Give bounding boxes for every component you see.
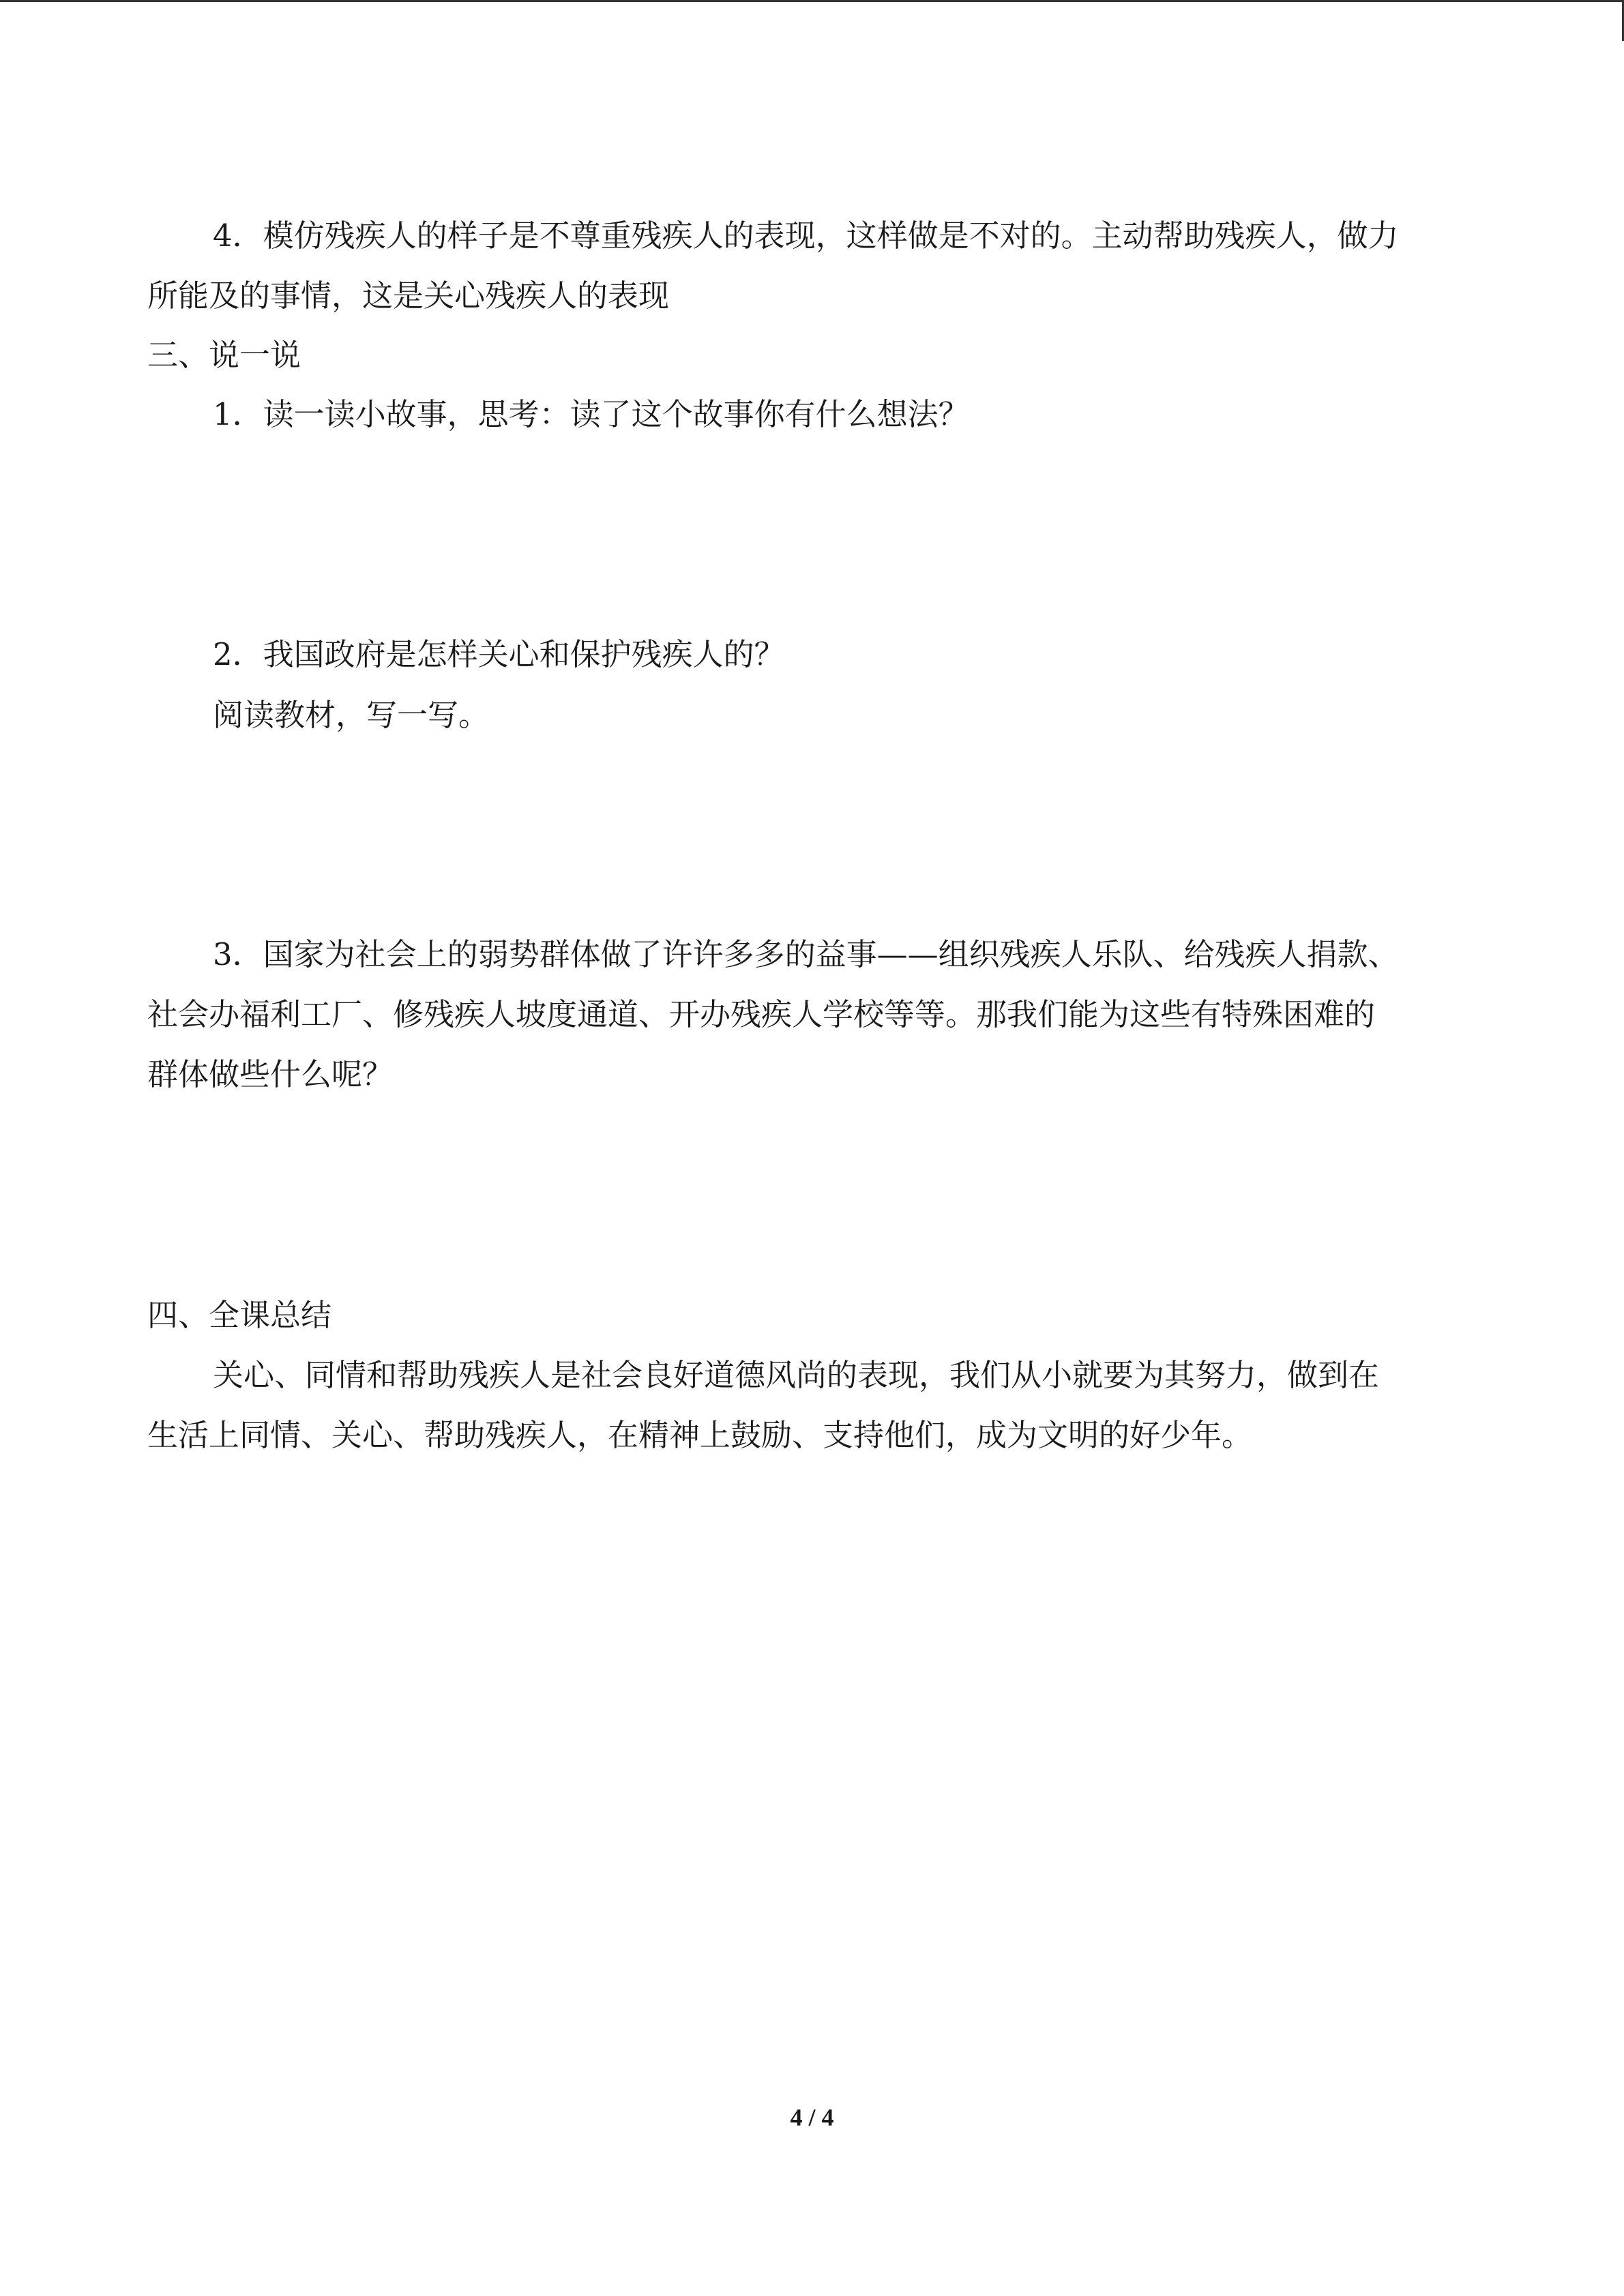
page-top-border: [0, 0, 1624, 2]
section-3-item-1: 1．读一读小故事，思考：读了这个故事你有什么想法？: [213, 396, 969, 432]
section-3-item-3-line-2: 社会办福利工厂、修残疾人坡度通道、开办残疾人学校等等。那我们能为这些有特殊困难的: [147, 996, 1376, 1032]
section-3-item-3-line-1: 3．国家为社会上的弱势群体做了许许多多的益事——组织残疾人乐队、给残疾人捐款、: [213, 936, 1399, 972]
section-4-line-1: 关心、同情和帮助残疾人是社会良好道德风尚的表现，我们从小就要为其努力，做到在: [213, 1357, 1380, 1393]
section-4-heading: 四、全课总结: [147, 1297, 332, 1333]
q4-line-1: 4．模仿残疾人的样子是不尊重残疾人的表现，这样做是不对的。主动帮助残疾人，做力: [213, 218, 1399, 254]
section-3-item-2: 2．我国政府是怎样关心和保护残疾人的？: [213, 636, 785, 672]
section-3-item-3-line-3: 群体做些什么呢？: [147, 1056, 394, 1092]
q4-line-2: 所能及的事情，这是关心残疾人的表现: [147, 278, 670, 314]
section-3-item-2-note: 阅读教材，写一写。: [213, 697, 490, 733]
page-number: 4 / 4: [790, 2104, 834, 2131]
section-3-heading: 三、说一说: [147, 337, 301, 373]
section-4-line-2: 生活上同情、关心、帮助残疾人，在精神上鼓励、支持他们，成为文明的好少年。: [147, 1417, 1253, 1453]
